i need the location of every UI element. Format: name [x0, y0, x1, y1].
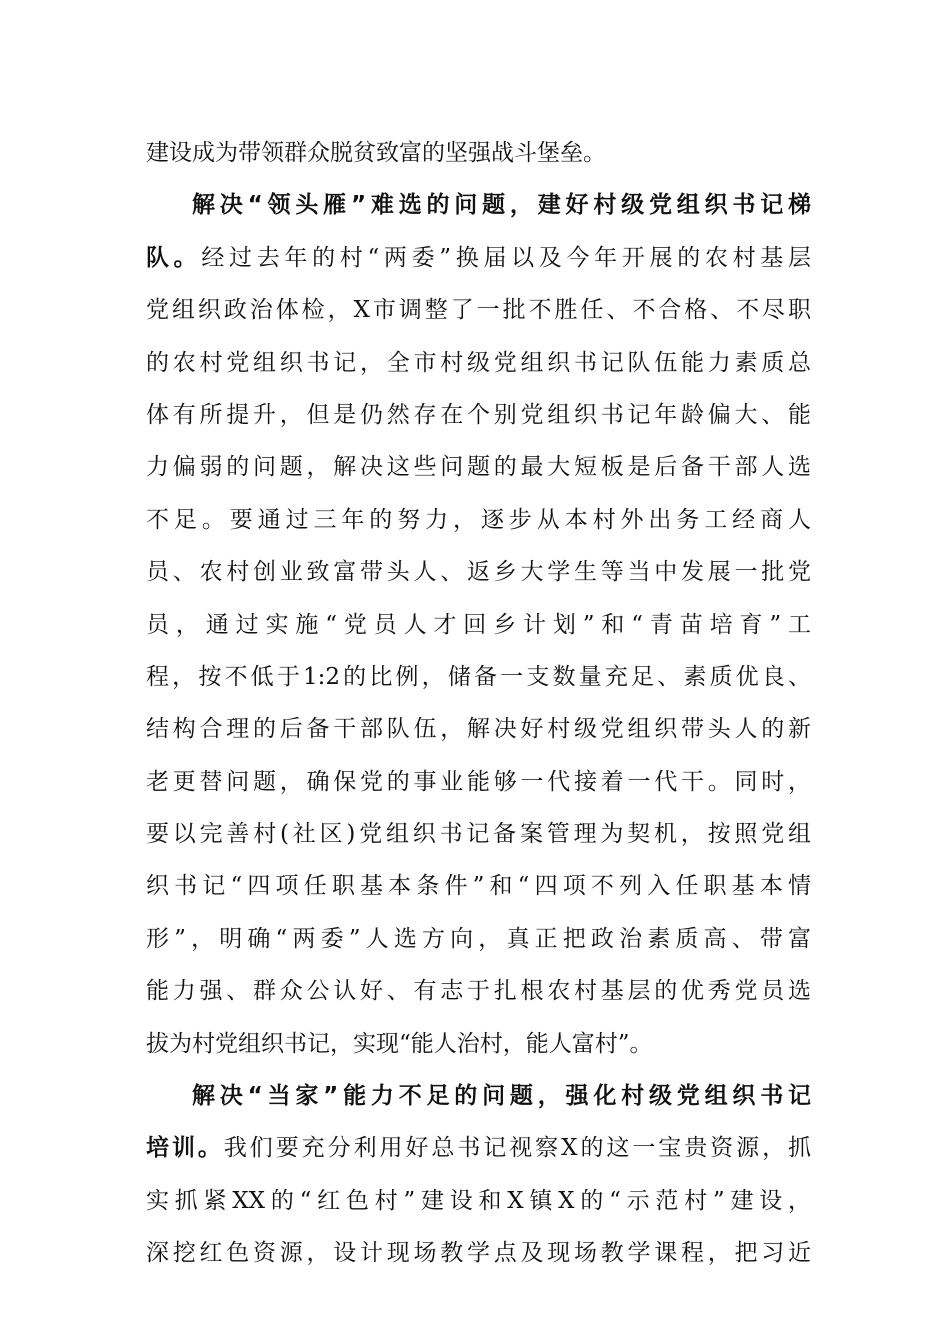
paragraph-line — [146, 1122, 811, 1174]
paragraph-line: 实抓紧XX的“红色村”建设和X镇X的“示范村”建设， — [146, 1187, 811, 1214]
paragraph-line: 党组织政治体检，X市调整了一批不胜任、不合格、不尽职 — [146, 297, 811, 324]
paragraph-line: 不足。要通过三年的努力，逐步从本村外出务工经商人 — [146, 506, 811, 533]
paragraph-line — [146, 232, 811, 284]
paragraph-line: 程，按不低于1:2的比例，储备一支数量充足、素质优良、 — [146, 663, 811, 690]
paragraph-line: 的农村党组织书记，全市村级党组织书记队伍能力素质总 — [146, 349, 811, 376]
paragraph-line: 拔为村党组织书记，实现“能人治村，能人富村”。 — [146, 1030, 653, 1057]
paragraph-line: 织书记“四项任职基本条件”和“四项不列入任职基本情 — [146, 873, 811, 900]
body-text-run: 经过去年的村“两委”换届以及今年开展的农村基层 — [201, 244, 811, 271]
heading-line: 解决“领头雁”难选的问题，建好村级党组织书记梯 — [192, 192, 811, 219]
heading-text: 队。 — [146, 244, 202, 271]
paragraph-line: 员、农村创业致富带头人、返乡大学生等当中发展一批党 — [146, 559, 811, 586]
paragraph-line: 员，通过实施“党员人才回乡计划”和“青苗培育”工 — [146, 611, 811, 638]
body-text — [146, 127, 811, 1280]
heading-text: 培训。 — [146, 1135, 224, 1162]
paragraph-line: 形”，明确“两委”人选方向，真正把政治素质高、带富 — [146, 925, 811, 952]
body-text-run: 我们要充分利用好总书记视察X的这一宝贵资源，抓 — [223, 1135, 812, 1162]
paragraph-line: 体有所提升，但是仍然存在个别党组织书记年龄偏大、能 — [146, 401, 811, 428]
paragraph-line: 要以完善村(社区)党组织书记备案管理为契机，按照党组 — [146, 821, 811, 848]
paragraph-line: 能力强、群众公认好、有志于扎根农村基层的优秀党员选 — [146, 978, 811, 1005]
paragraph-line: 建设成为带领群众脱贫致富的坚强战斗堡垒。 — [146, 140, 606, 166]
heading-line: 解决“当家”能力不足的问题，强化村级党组织书记 — [192, 1083, 811, 1110]
paragraph-line: 力偏弱的问题，解决这些问题的最大短板是后备干部人选 — [146, 454, 811, 481]
paragraph-line: 老更替问题，确保党的事业能够一代接着一代干。同时， — [146, 768, 811, 795]
paragraph-line: 深挖红色资源，设计现场教学点及现场教学课程，把习近 — [146, 1240, 811, 1267]
paragraph-line: 结构合理的后备干部队伍，解决好村级党组织带头人的新 — [146, 716, 811, 743]
